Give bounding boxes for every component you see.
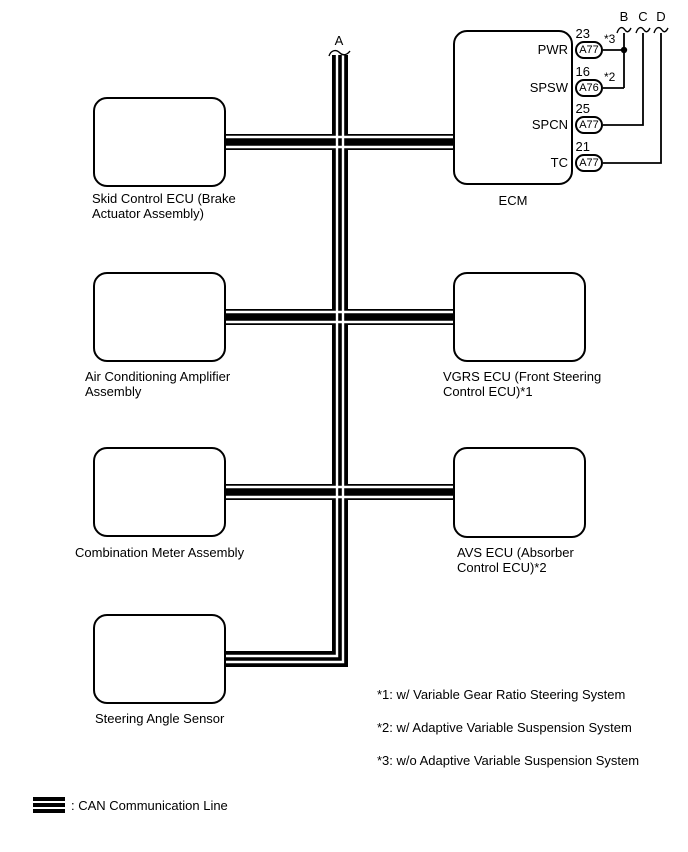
pin-name-tc: TC <box>550 155 568 170</box>
label-vgrs-ecu: VGRS ECU (Front Steering Control ECU)*1 <box>443 369 602 399</box>
note-marker-spsw: *2 <box>604 70 616 84</box>
node-skid-control-ecu <box>93 97 226 187</box>
ecm-pin-wires <box>603 33 661 163</box>
node-steering-angle-sensor <box>93 614 226 704</box>
label-ecm: ECM <box>498 193 528 208</box>
branch-label-b: B <box>619 9 629 24</box>
pin-number-spcn: 25 <box>575 101 590 116</box>
pin-number-spsw: 16 <box>575 64 590 79</box>
connector-oval-spcn: A77 <box>575 116 603 134</box>
label-skid-control-ecu: Skid Control ECU (Brake Actuator Assembly) <box>92 191 236 221</box>
node-ac-amplifier <box>93 272 226 362</box>
connector-oval-tc: A77 <box>575 154 603 172</box>
connector-oval-spsw: A76 <box>575 79 603 97</box>
footnote-3: *3: w/o Adaptive Variable Suspension System <box>377 753 640 768</box>
legend-label: : CAN Communication Line <box>71 798 228 813</box>
branch-b-break-mark <box>617 28 631 33</box>
branch-label-d: D <box>656 9 666 24</box>
connector-oval-pwr: A77 <box>575 41 603 59</box>
label-steering-angle-sensor: Steering Angle Sensor <box>95 711 225 726</box>
node-vgrs-ecu <box>453 272 586 362</box>
branch-c-break-mark <box>636 28 650 33</box>
can-line-symbol <box>33 797 65 813</box>
pin-number-tc: 21 <box>575 139 590 154</box>
node-avs-ecu <box>453 447 586 538</box>
node-combination-meter <box>93 447 226 537</box>
label-avs-ecu: AVS ECU (Absorber Control ECU)*2 <box>457 545 574 575</box>
label-combination-meter: Combination Meter Assembly <box>75 545 245 560</box>
junction-dot <box>621 47 627 53</box>
footnote-2: *2: w/ Adaptive Variable Suspension System <box>377 720 632 735</box>
branch-d-wire <box>603 33 661 163</box>
label-ac-amplifier: Air Conditioning Amplifier Assembly <box>85 369 231 399</box>
pin-name-spsw: SPSW <box>529 80 568 95</box>
branch-d-break-mark <box>654 28 668 33</box>
can-bus-black-lines <box>226 55 453 659</box>
footnote-1: *1: w/ Variable Gear Ratio Steering System <box>377 687 626 702</box>
note-marker-pwr: *3 <box>604 32 616 46</box>
bus-label-a: A <box>334 33 344 48</box>
pin-number-pwr: 23 <box>575 26 590 41</box>
branch-label-c: C <box>638 9 648 24</box>
pin-name-pwr: PWR <box>537 42 568 57</box>
pin-name-spcn: SPCN <box>531 117 568 132</box>
